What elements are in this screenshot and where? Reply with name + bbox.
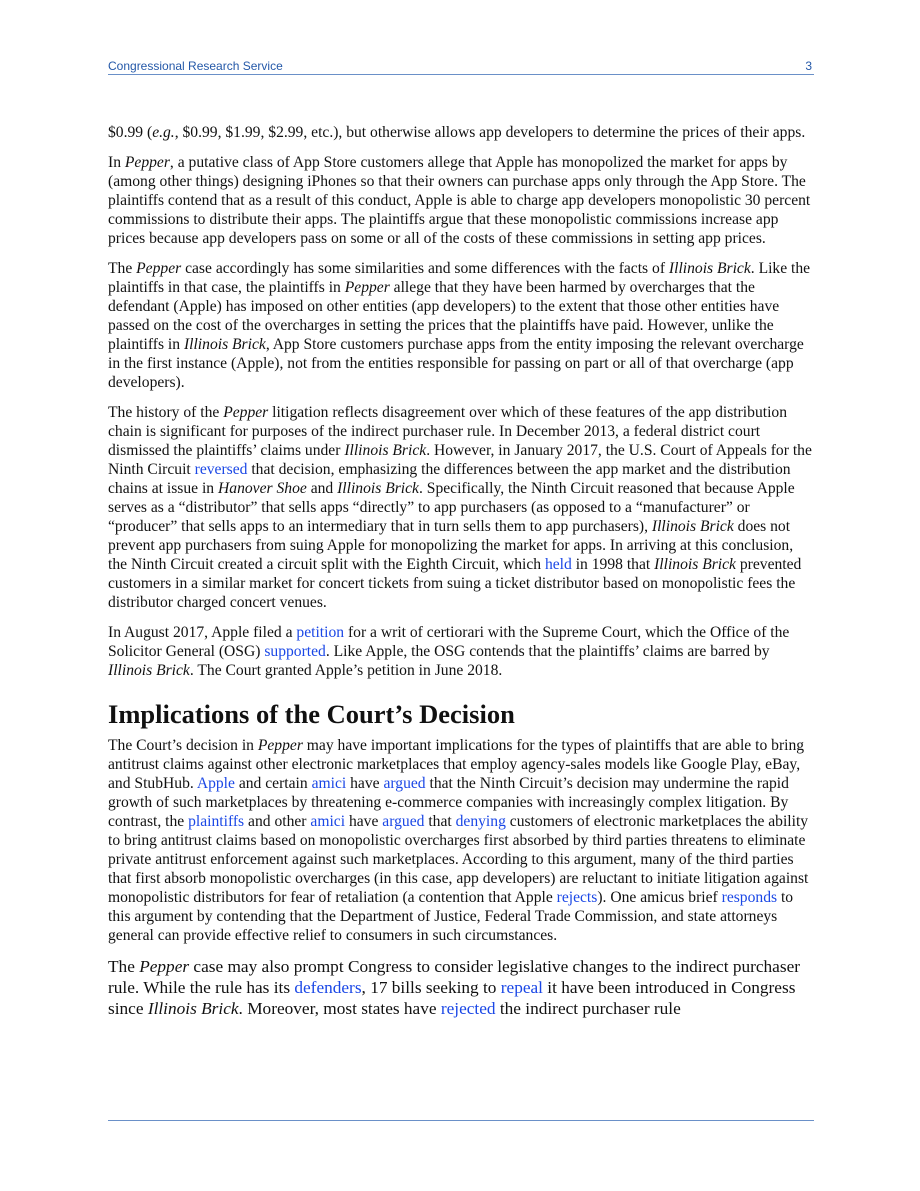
text-italic: Illinois Brick xyxy=(651,518,734,535)
link-repeal[interactable]: repeal xyxy=(500,978,543,997)
text: it have been introduced in Congress since xyxy=(108,978,796,1018)
text: . Moreover, most states have xyxy=(238,999,441,1018)
text: . Like the plaintiffs in that case, the plaintiffs in xyxy=(108,260,811,296)
text: . However, in January 2017, the U.S. Court of Appeals for the Ninth Circuit xyxy=(108,442,812,478)
text: in 1998 that xyxy=(571,556,655,573)
text-italic: Pepper xyxy=(223,404,269,421)
text: The Court’s decision in xyxy=(108,737,258,754)
text: the indirect purchaser rule xyxy=(495,999,681,1018)
link-reversed[interactable]: reversed xyxy=(194,461,248,478)
text: ). One amicus brief xyxy=(597,889,722,906)
link-responds[interactable]: responds xyxy=(721,889,778,906)
text: $0.99 ( xyxy=(108,124,153,141)
header-organization: Congressional Research Service xyxy=(108,59,283,73)
text: The xyxy=(108,260,137,277)
link-rejected[interactable]: rejected xyxy=(440,999,496,1018)
link-defenders[interactable]: defenders xyxy=(294,978,362,997)
text: allege that they have been harmed by overcharges that the defendant (Apple) has imposed on other entities (app developers) to the extent that those other entities have passed on the cost of the overcharges in setting the prices that the plaintiffs have paid. However, unlike the plaintiffs in xyxy=(108,279,780,353)
paragraph-4 xyxy=(108,403,814,612)
text: does not prevent app purchasers from suing Apple for monopolizing the market for apps. In arriving at this conclusion, the Ninth Circuit created a circuit split with the Eighth Circuit, which xyxy=(108,518,794,573)
text: may have important implications for the types of plaintiffs that are able to bring antitrust claims against other electronic marketplaces that employ agency-sales models like Google Play, eBay, and StubHub. xyxy=(108,737,805,792)
text-italic: Illinois Brick xyxy=(668,260,751,277)
paragraph-5 xyxy=(108,623,814,680)
link-amici[interactable]: amici xyxy=(311,775,347,792)
text: case may also prompt Congress to consider legislative changes to the indirect purchaser rule. While the rule has its xyxy=(108,957,800,997)
text-italic: Pepper xyxy=(139,957,190,976)
text-italic: Pepper xyxy=(344,279,390,296)
text: that the Ninth Circuit’s decision may undermine the rapid growth of such marketplaces by threatening e-commerce companies with increasingly complex litigation. By contrast, the xyxy=(108,775,789,830)
paragraph-1 xyxy=(108,123,814,142)
text: , $0.99, $1.99, $2.99, etc.), but otherwise allows app developers to determine the prices of their apps. xyxy=(174,124,806,141)
text: The xyxy=(108,957,140,976)
text: , 17 bills seeking to xyxy=(361,978,501,997)
link-supported[interactable]: supported xyxy=(264,643,326,660)
section-heading: Implications of the Court’s Decision xyxy=(108,699,515,729)
text: that xyxy=(424,813,456,830)
text: and certain xyxy=(234,775,312,792)
text-italic: Pepper xyxy=(124,154,170,171)
link-amici-2[interactable]: amici xyxy=(310,813,346,830)
text: and xyxy=(306,480,338,497)
link-denying[interactable]: denying xyxy=(455,813,506,830)
text-italic: Illinois Brick xyxy=(183,336,266,353)
text: to this argument by contending that the Department of Justice, Federal Trade Commission, and state attorneys general can provide effective relief to consumers in such circumstances. xyxy=(108,889,794,944)
paragraph-7 xyxy=(108,956,814,1019)
paragraph-6 xyxy=(108,736,814,945)
text: litigation reflects disagreement over which of these features of the app distribution chain is significant for purposes of the indirect purchaser rule. In December 2013, a federal district court dismissed the plaintiffs’ claims under xyxy=(108,404,787,459)
link-plaintiffs[interactable]: plaintiffs xyxy=(188,813,245,830)
text: prevented customers in a similar market for concert tickets from suing a ticket distributor based on monopolistic fees the distributor charged concert venues. xyxy=(108,556,802,611)
running-header xyxy=(108,58,814,75)
text: . Like Apple, the OSG contends that the plaintiffs’ claims are barred by xyxy=(325,643,770,660)
text: customers of electronic marketplaces the ability to bring antitrust claims based on monopolistic overcharges first absorbed by third parties threatens to eliminate private antitrust enforcement against such marketplaces. According to this argument, many of the third parties that first absorb monopolistic overcharges (in this case, app developers) are reluctant to initiate litigation against monopolistic distributors for fear of retaliation (a contention that Apple xyxy=(108,813,809,906)
link-held[interactable]: held xyxy=(544,556,572,573)
text: The history of the xyxy=(108,404,224,421)
text: for a writ of certiorari with the Supreme Court, which the Office of the Solicitor General (OSG) xyxy=(108,624,790,660)
text: , a putative class of App Store customers allege that Apple has monopolized the market for apps by (among other things) designing iPhones so that their owners can purchase apps only through the App Store. The plaintiffs contend that as a result of this conduct, Apple is able to charge app developers monopolistic 30 percent commissions to distribute their apps. The plaintiffs argue that these monopolistic commissions increase app prices because app developers pass on some or all of the costs of these commissions in setting app prices. xyxy=(108,154,811,247)
text-italic: Pepper xyxy=(257,737,303,754)
paragraph-2 xyxy=(108,153,814,248)
text: and other xyxy=(244,813,311,830)
text: . Specifically, the Ninth Circuit reasoned that because Apple serves as a “distributor” that sells apps “directly” to app purchasers (as opposed to a “manufacturer” or “producer” that sells apps to an intermediary that in turn sells them to app purchasers), xyxy=(108,480,795,535)
link-argued-2[interactable]: argued xyxy=(382,813,425,830)
text: case accordingly has some similarities and some differences with the facts of xyxy=(181,260,669,277)
paragraph-3 xyxy=(108,259,814,392)
text-italic: Illinois Brick xyxy=(108,662,190,679)
text-italic: Hanover Shoe xyxy=(218,480,307,497)
footer-rule xyxy=(108,1120,814,1121)
text-italic: Illinois Brick xyxy=(337,480,419,497)
text-italic: Illinois Brick xyxy=(654,556,736,573)
text: that decision, emphasizing the differences between the app market and the distribution chains at issue in xyxy=(108,461,791,497)
text: , App Store customers purchase apps from the entity imposing the relevant overcharge in the first instance (Apple), not from the entities responsible for passing on part or all of that overcharge (app developers). xyxy=(108,336,804,391)
header-rule xyxy=(108,74,814,75)
page-number: 3 xyxy=(805,59,812,73)
link-argued[interactable]: argued xyxy=(383,775,426,792)
text-italic: Illinois Brick xyxy=(344,442,427,459)
text: . The Court granted Apple’s petition in June 2018. xyxy=(189,662,503,679)
text: In August 2017, Apple filed a xyxy=(108,624,297,641)
document-body xyxy=(108,123,814,1030)
text-italic: Pepper xyxy=(136,260,182,277)
link-apple[interactable]: Apple xyxy=(196,775,235,792)
text: have xyxy=(345,813,383,830)
text: have xyxy=(346,775,384,792)
text-italic: e.g. xyxy=(152,124,175,141)
text: In xyxy=(108,154,125,171)
link-petition[interactable]: petition xyxy=(296,624,345,641)
text-italic: Illinois Brick xyxy=(147,999,239,1018)
link-rejects[interactable]: rejects xyxy=(556,889,598,906)
